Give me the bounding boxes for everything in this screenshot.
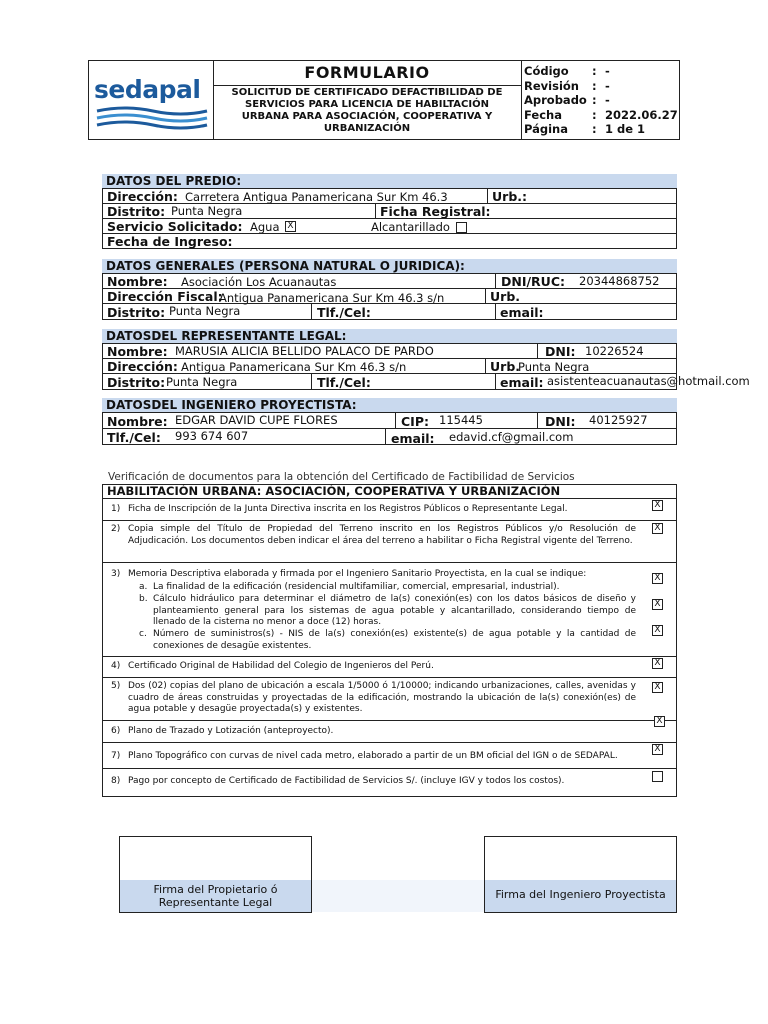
- generales-nombre: Asociación Los Acuanautas: [181, 275, 337, 289]
- section-ingeniero: DATOSDEL INGENIERO PROYECTISTA:: [102, 398, 677, 412]
- rep-dni: 10226524: [585, 344, 644, 358]
- rep-distrito: Punta Negra: [166, 375, 238, 389]
- item-1-checkbox[interactable]: X: [652, 500, 663, 511]
- item-6-checkbox[interactable]: X: [654, 716, 665, 727]
- label: Dirección Fiscal:: [107, 289, 223, 304]
- header-box: [88, 60, 680, 140]
- rep-direccion: Antigua Panamericana Sur Km 46.3 s/n: [181, 360, 407, 374]
- check-item-4: 4) Certificado Original de Habilidad del Colegio de Ingenieros del Perú. X: [102, 656, 677, 678]
- section-representante: DATOSDEL REPRESENTANTE LEGAL:: [102, 329, 677, 343]
- predio-row-servicio: [102, 218, 677, 234]
- ing-row-tlf: [102, 428, 677, 445]
- predio-row-fecha: [102, 233, 677, 249]
- signature-box-propietario[interactable]: [119, 836, 312, 913]
- section-generales: DATOS GENERALES (PERSONA NATURAL O JURIDICA):: [102, 259, 677, 273]
- generales-row-nombre: [102, 273, 677, 289]
- label: CIP:: [401, 414, 429, 429]
- label: Distrito:: [107, 375, 166, 390]
- predio-distrito: Punta Negra: [171, 204, 243, 218]
- generales-row-dirfiscal: [102, 288, 677, 304]
- label: Urb.: [490, 359, 521, 374]
- label: Tlf./Cel:: [317, 375, 371, 390]
- alcantarillado-label: Alcantarillado: [371, 220, 450, 234]
- rep-email[interactable]: asistenteacuanautas@hotmail.com: [547, 374, 750, 388]
- generales-distrito: Punta Negra: [169, 304, 241, 318]
- item-3a-checkbox[interactable]: X: [652, 573, 663, 584]
- signature-label-ingeniero: Firma del Ingeniero Proyectista: [485, 880, 676, 912]
- rep-row-nombre: [102, 343, 677, 359]
- agua-checkbox[interactable]: X: [285, 221, 296, 232]
- item-2-checkbox[interactable]: X: [652, 523, 663, 534]
- title-cell: [213, 61, 522, 139]
- check-item-8: 8) Pago por concepto de Certificado de Factibilidad de Servicios S/. (incluye IGV y todos los costos).: [102, 768, 677, 797]
- form-title: FORMULARIO: [304, 63, 430, 82]
- label: Urb.:: [492, 189, 528, 204]
- check-item-7: 7) Plano Topográfico con curvas de nivel cada metro, elaborado a partir de un BM oficial del IGN o de SEDAPAL. X: [102, 742, 677, 769]
- ing-email[interactable]: edavid.cf@gmail.com: [449, 430, 574, 444]
- check-item-2: 2) Copia simple del Título de Propiedad del Terreno inscrito en los Registros Públicos y/o Resolución de Adjudicación. Los documentos deben indicar el área del terreno a habilitar o Ficha Registral vigente del Terreno. X: [102, 520, 677, 563]
- logo-waves-icon: [95, 105, 209, 131]
- label: email:: [500, 375, 544, 390]
- label: Nombre:: [107, 414, 168, 429]
- alcantarillado-checkbox[interactable]: [456, 222, 467, 233]
- item-3c-checkbox[interactable]: X: [652, 625, 663, 636]
- label: email:: [391, 431, 435, 446]
- meta-row: Fecha : 2022.06.27: [524, 107, 678, 122]
- item-3b-checkbox[interactable]: X: [652, 599, 663, 610]
- agua-label: Agua: [250, 220, 280, 234]
- label: Nombre:: [107, 274, 168, 289]
- predio-row-direccion: [102, 188, 677, 204]
- label: Tlf./Cel:: [107, 430, 161, 445]
- generales-dirfiscal: Antigua Panamericana Sur Km 46.3 s/n: [219, 291, 445, 305]
- verificacion-intro: Verificación de documentos para la obtención del Certificado de Factibilidad de Servicios: [108, 471, 575, 483]
- logo-cell: [89, 61, 214, 139]
- meta-row: Código : -: [524, 64, 610, 78]
- label: Nombre:: [107, 344, 168, 359]
- label: DNI:: [545, 344, 576, 359]
- check-item-6: 6) Plano de Trazado y Lotización (anteproyecto). X: [102, 720, 677, 743]
- meta-row: Revisión : -: [524, 78, 610, 93]
- verificacion-title: HABILITACIÓN URBANA: ASOCIACIÓN, COOPERATIVA Y URBANIZACIÓN: [102, 484, 677, 499]
- label: Urb.: [490, 289, 521, 304]
- ing-tlf: 993 674 607: [175, 429, 249, 443]
- check-item-1: 1) Ficha de Inscripción de la Junta Directiva inscrita en los Registros Públicos o Representante Legal. X: [102, 499, 677, 521]
- signature-label-propietario: Firma del Propietario ó Representante Legal: [120, 880, 311, 912]
- label: Fecha de Ingreso:: [107, 234, 233, 249]
- predio-direccion: Carretera Antigua Panamericana Sur Km 46.3: [185, 190, 448, 204]
- ing-nombre: EDGAR DAVID CUPE FLORES: [175, 413, 338, 427]
- item-7-checkbox[interactable]: X: [652, 744, 663, 755]
- form-subtitle: SOLICITUD DE CERTIFICADO DEFACTIBILIDAD DE SERVICIOS PARA LICENCIA DE HABILTACIÓN URBANA PARA ASOCIACIÓN, COOPERATIVA Y URBANIZACIÓN: [231, 87, 503, 134]
- signature-box-ingeniero[interactable]: [484, 836, 677, 913]
- item-8-checkbox[interactable]: [652, 771, 663, 782]
- label: DNI/RUC:: [501, 274, 566, 289]
- rep-nombre: MARUSIA ALICIA BELLIDO PALACO DE PARDO: [175, 344, 434, 358]
- check-item-5: 5) Dos (02) copias del plano de ubicación a escala 1/5000 ó 1/10000; indicando urbanizaciones, calles, avenidas y cuadro de áreas construidas y proyectadas de la edificación, mostrando la ubicación de la(s) conexión(es) de agua potable y desagüe proyectada(s) y existentes. X: [102, 677, 677, 721]
- label: Distrito:: [107, 204, 166, 219]
- predio-row-distrito: [102, 203, 677, 219]
- ing-dni: 40125927: [589, 413, 648, 427]
- section-predio: DATOS DEL PREDIO:: [102, 174, 677, 188]
- generales-dni: 20344868752: [579, 274, 660, 288]
- meta-cell: [522, 64, 682, 137]
- label: email:: [500, 305, 544, 320]
- rep-urb: Punta Negra: [518, 360, 590, 374]
- meta-row: Página : 1 de 1: [524, 122, 646, 136]
- meta-row: Aprobado : -: [524, 93, 610, 107]
- sedapal-logo: sedapal: [94, 75, 201, 104]
- generales-row-distrito: [102, 303, 677, 320]
- label: Tlf./Cel:: [317, 305, 371, 320]
- item-5-checkbox[interactable]: X: [652, 682, 663, 693]
- label: DNI:: [545, 414, 576, 429]
- label: Dirección:: [107, 359, 178, 374]
- label: Distrito:: [107, 305, 166, 320]
- item-4-checkbox[interactable]: X: [652, 658, 663, 669]
- label: Ficha Registral:: [380, 204, 491, 219]
- rep-row-direccion: [102, 358, 677, 374]
- signature-gap-band: [312, 880, 484, 912]
- title-rule: [213, 85, 521, 86]
- ing-cip: 115445: [439, 413, 483, 427]
- label: Servicio Solicitado:: [107, 219, 243, 234]
- label: Dirección:: [107, 189, 178, 204]
- ing-row-nombre: [102, 412, 677, 429]
- check-item-3: 3) Memoria Descriptiva elaborada y firmada por el Ingeniero Sanitario Proyectista, en la cual se indique: a. La finalidad de la edificación (residencial multifamiliar, comercial, empresarial, industrial). X b. Cálculo hidráulico para determinar el diámetro de la(s) conexión(es) con los datos básicos de diseño y planteamiento general para los sistemas de agua potable y alcantarillado, considerando tiempo de llenado de la cisterna no menor a doce (12) horas. X c. Número de suministros(s) - NIS de la(s) conexión(es) existente(s) de agua potable y la cantidad de conexiones de desagüe existentes. X: [102, 562, 677, 657]
